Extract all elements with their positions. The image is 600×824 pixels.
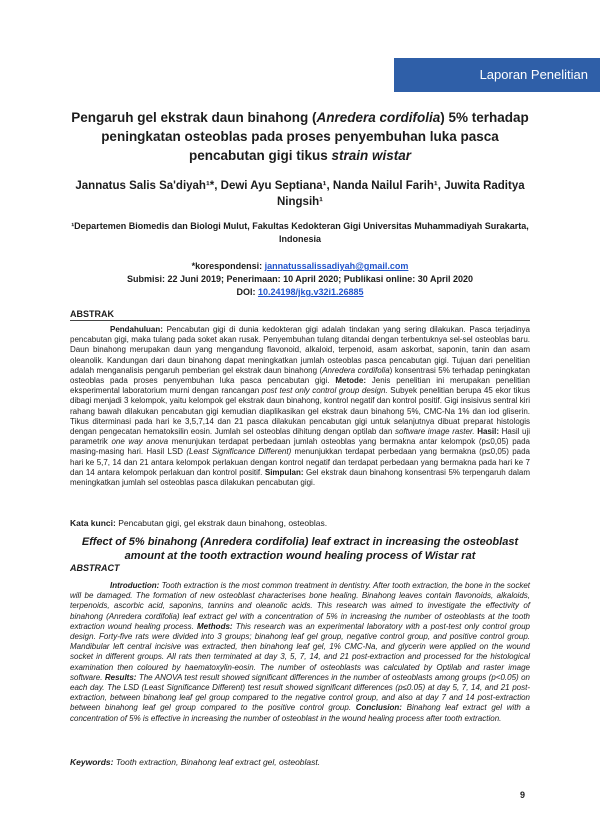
keywords-label: Keywords: <box>70 757 114 767</box>
affiliation: ¹Departemen Biomedis dan Biologi Mulut, Fakultas Kedokteran Gigi Universitas Muhammadiyah Surakarta, Indonesia <box>71 221 529 244</box>
methods-text: This research was an experimental laboratory with a post-test only control group design. Forty-five rats were divided into 3 groups; binahong leaf gel group, negative control group, and positive control group. Mandibular left central incisive was extracted, then binahong leaf gel, 1% CMC-Na, and glycerin were applied on the wound socket in different groups. All rats then terminated at day 3, 5, 7, 14, and 21 post-extraction and processed for the histological examination then coloured by haematoxylin-eosin. The number of osteoblasts was calculated by Optilab and raster image software. <box>70 621 530 682</box>
english-title: Effect of 5% binahong (Anredera cordifolia) leaf extract in increasing the osteoblast amount at the tooth extraction wound healing process of Wistar rat <box>81 536 519 562</box>
doi-label: DOI: <box>236 287 258 297</box>
simpulan-text: Gel ekstrak daun binahong konsentrasi 5% terpengaruh dalam meningkatkan jumlah sel osteoblas pasca dilakukan pencabutan gigi. <box>70 467 530 488</box>
metode-software: software image raster. <box>394 427 475 437</box>
metode-text2: Subyek penelitian berupa 45 ekor tikus dibagi menjadi 3 kelompok, yaitu kelompok gel ekstrak daun binahong, kontrol negatif dan kontrol positif. Gigi insisivus sentral kiri rahang bawah dilakukan pencabutan gigi kemudian diaplikasikan gel ekstrak daun binahong 5%, CMC-Na 1% dan iod gliserin. Tikus diterminasi pada hari ke 3,5,7,14 dan 21 pasca dilakukan pencabutan gigi untuk selanjutnya dibuat preparat histologis dengan pengecatan hematoksilin eosin. Jumlah sel osteoblas dihitung dengan optilab dan <box>70 386 531 437</box>
keywords-text: Tooth extraction, Binahong leaf extract gel, osteoblast. <box>113 757 321 767</box>
article-title <box>70 108 530 165</box>
metode-design: post test only control group design. <box>261 386 388 396</box>
metode-label: Metode: <box>335 376 366 386</box>
abstrak-species: Anredera cordifolia <box>322 365 390 375</box>
title-part1: Pengaruh gel ekstrak daun binahong ( <box>71 110 317 125</box>
intro-text: Tooth extraction is the most common treatment in dentistry. After tooth extraction, the bone in the socket will be damaged. The formation of new osteoblast characterises bone healing. Binahong leaves contain flavonoids, alkaloids, terpenoids, ascorbic acid, saponins, tannins and oleanolic acids. This research was aimed to investigate the effectivity of binahong (Anredera cordifolia) leaf extract gel with a concentration of 5% in increasing the number of osteoblasts at the tooth extraction wound healing process. <box>70 581 530 631</box>
intro-label: Introduction: <box>110 581 160 590</box>
hasil-text2: menunjukan terdapat perbedaan jumlah osteoblas yang bermakna antar kelompok (p≤0,05) pada masing-masing hari. Hasil LSD <box>70 437 530 457</box>
metode-text: Jenis penelitian ini merupakan penelitian eksperimental laboratorium murni dengan rancangan <box>70 376 530 396</box>
publication-dates: Submisi: 22 Juni 2019; Penerimaan: 10 April 2020; Publikasi online: 30 April 2020 <box>127 274 473 284</box>
abstract-heading: ABSTRACT <box>70 563 120 573</box>
correspondence-label: *korespondensi: <box>191 261 265 271</box>
abstract-body <box>70 581 530 724</box>
keywords <box>70 757 530 767</box>
kata-kunci <box>70 518 530 528</box>
doi-link[interactable]: 10.24198/jkg.v32i1.26885 <box>257 287 364 297</box>
hasil-text: Hasil uji parametrik <box>70 427 531 447</box>
hasil-anova: one way anova <box>111 437 169 447</box>
article-meta <box>70 260 530 299</box>
correspondence-email-link[interactable]: jannatussalissadiyah@gmail.com <box>264 261 409 271</box>
kata-kunci-text: Pencabutan gigi, gel ekstrak daun binahong, osteoblas. <box>115 518 328 528</box>
hasil-text3: menunjukkan terdapat perbedaan yang bermakna (p≤0,05) pada hari ke 5,7, 14 dan 21 antara kelompok perlakuan dengan kontrol negatif dan terdapat perbedaan yang bermakna pada hari ke 7 dan 14 antara kelompok perlakuan dan kontrol positif. <box>70 447 530 477</box>
correspondence-line <box>70 260 530 273</box>
abstrak-heading: ABSTRAK <box>70 309 114 319</box>
pendahuluan-text: Pencabutan gigi di dunia kedokteran gigi adalah tindakan yang sering dilakukan. Pasca terjadinya pencabutan gigi, maka tulang pada soket akan rusak. Penyembuhan tulang ditandai dengan terbentuknya sel-sel osteoblas baru. Daun binahong merupakan daun yang mengandung flavonoid, alkaloid, terpenoid, asam askorbat, saponin, tanin dan asam oleanolik. Kandungan dari daun binahong dapat meningkatkan jumlah osteoblas pasca pencabutan gigi. Tujuan dari penelitian adalah menganalisis pengaruh pemberian gel ekstrak daun binahong ( <box>70 325 530 375</box>
title-species: Anredera cordifolia <box>316 110 441 125</box>
divider <box>70 320 530 321</box>
hasil-label: Hasil: <box>477 427 499 437</box>
page-number: 9 <box>520 790 526 800</box>
conclusion-label: Conclusion: <box>355 703 402 713</box>
simpulan-label: Simpulan: <box>264 467 304 477</box>
section-banner: Laporan Penelitian <box>394 58 600 92</box>
title-part2: ) 5% terhadap peningkatan osteoblas pada proses penyembuhan luka pasca pencabutan gigi tikus <box>101 110 529 163</box>
pendahuluan-text2: ) konsentrasi 5% terhadap peningkatan osteoblas pada proses penyembuhan luka pasca pencabutan gigi. <box>70 365 530 386</box>
doi-line <box>70 286 530 299</box>
pendahuluan-label: Pendahuluan: <box>110 325 163 334</box>
kata-kunci-label: Kata kunci: <box>70 518 116 528</box>
abstrak-body <box>70 325 530 488</box>
hasil-lsd: (Least Significance Different) <box>186 447 292 457</box>
results-text: The ANOVA test result showed significant differences in the number of osteoblasts among groups (p<0.05) on each day. The LSD (Least Significance Different) test result showed significant differences (p≤0.05) at day 5, 7, 14, and 21 post-extraction, between binahong leaf gel group compared to the negative control group, and also at day 7 and 14 post-extraction between binahong leaf gel group compared to the positive control group. <box>70 672 530 713</box>
results-label: Results: <box>104 672 137 682</box>
title-strain: strain wistar <box>331 148 412 163</box>
conclusion-text: Binahong leaf extract gel with a concentration of 5% is effective in increasing the number of osteoblast in the wound healing process after tooth extraction. <box>70 703 530 723</box>
authors: Jannatus Salis Sa'diyah¹*, Dewi Ayu Septiana¹, Nanda Nailul Farih¹, Juwita Raditya Ningsih¹ <box>75 180 525 208</box>
methods-label: Methods: <box>197 621 233 631</box>
